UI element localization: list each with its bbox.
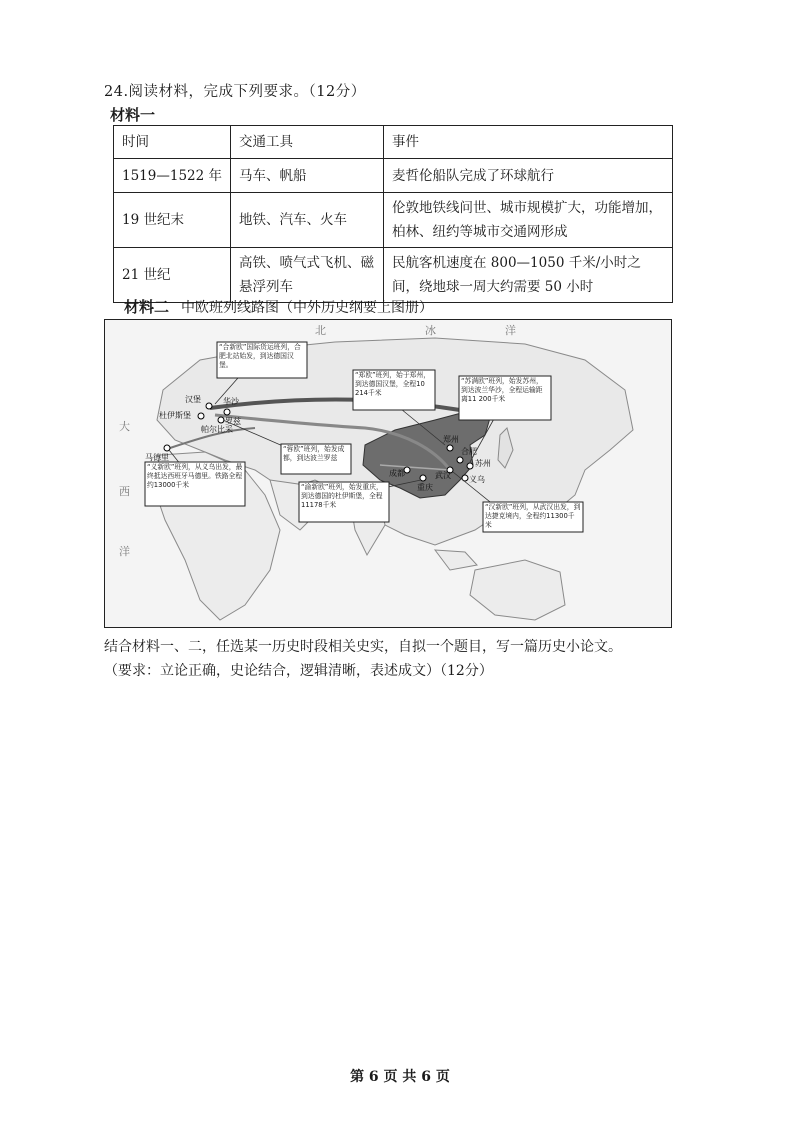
cell-tools: 马车、帆船 [231, 159, 384, 193]
callout-text-yixinou: “义新欧”班列，从义乌出发，最终抵达西班牙马德里。铁路全程约13000千米 [147, 463, 243, 489]
ocean-label-char: 西 [119, 485, 130, 498]
header-time: 时间 [114, 126, 231, 159]
material-1-label: 材料一 [110, 106, 156, 124]
callout-text-hanxinou: “汉新欧”班列，从武汉出发，到达捷克境内，全程约11300千米 [485, 503, 581, 529]
city-label-madrid: 马德里 [145, 453, 169, 462]
callout-text-rongou: “蓉欧”班列，始发成都，到达波兰罗兹 [283, 445, 345, 462]
material-2-caption: 中欧班列线路图（中外历史纲要上图册） [181, 300, 434, 316]
material-2-label: 材料二 [124, 298, 170, 316]
table-row [114, 193, 673, 248]
china-europe-railway-map [104, 319, 672, 628]
map-graphic [105, 320, 671, 627]
callout-text-sumanou: “苏满欧”班列，始发苏州，到达波兰华沙，全程运输距离11 200千米 [461, 377, 543, 403]
city-label-chengdu: 成都 [389, 469, 405, 478]
transport-table [113, 125, 673, 303]
city-label-pardubice: 帕尔比采 [201, 425, 233, 434]
table-row [114, 159, 673, 193]
city-label-wuhan: 武汉 [435, 471, 451, 480]
cell-tools: 高铁、喷气式飞机、磁悬浮列车 [231, 248, 384, 303]
callout-text-zhengou: “郑欧”班列，始于郑州，到达德国汉堡，全程10 214千米 [355, 371, 431, 397]
cell-time: 21 世纪 [114, 248, 231, 303]
ocean-label-char: 北 [315, 324, 326, 337]
header-event: 事件 [384, 126, 673, 159]
city-label-hefei: 合肥 [461, 447, 477, 456]
city-dot-hefei [457, 457, 463, 463]
callout-text-yuxinou: “渝新欧”班列，始发重庆，到达德国的杜伊斯堡，全程11178千米 [301, 483, 383, 509]
city-label-duisburg: 杜伊斯堡 [159, 411, 191, 420]
city-label-yiwu: 义乌 [469, 475, 485, 484]
question-title: 24.阅读材料，完成下列要求。（12分） [104, 84, 366, 100]
ocean-label-char: 洋 [119, 545, 130, 558]
city-dot-warsaw [224, 409, 230, 415]
cell-time: 1519—1522 年 [114, 159, 231, 193]
material-2-heading [124, 296, 433, 317]
city-dot-duisburg [198, 413, 204, 419]
cell-event: 麦哲伦船队完成了环球航行 [384, 159, 673, 193]
city-label-suzhou: 苏州 [475, 459, 491, 468]
table-row [114, 248, 673, 303]
city-label-hamburg: 汉堡 [185, 395, 201, 404]
city-label-lodz: 罗兹 [225, 417, 241, 426]
cell-time: 19 世纪末 [114, 193, 231, 248]
city-dot-zhengzhou [447, 445, 453, 451]
essay-prompt: 结合材料一、二，任选某一历史时段相关史实，自拟一个题目，写一篇历史小论文。 [104, 639, 622, 655]
cell-event: 民航客机速度在 800—1050 千米/小时之间，绕地球一周大约需要 50 小时 [384, 248, 673, 303]
page-number: 第 6 页 共 6 页 [350, 1069, 450, 1085]
city-label-warsaw: 华沙 [223, 397, 239, 406]
city-label-zhengzhou: 郑州 [443, 435, 459, 444]
ocean-label-char: 冰 [425, 324, 436, 337]
cell-tools: 地铁、汽车、火车 [231, 193, 384, 248]
essay-requirements: （要求：立论正确，史论结合，逻辑清晰，表述成文）（12分） [104, 663, 493, 679]
header-tools: 交通工具 [231, 126, 384, 159]
cell-event: 伦敦地铁线问世、城市规模扩大，功能增加，柏林、纽约等城市交通网形成 [384, 193, 673, 248]
callout-text-hexinou: “合新欧”国际货运班列，合肥北站始发，到达德国汉堡。 [219, 343, 301, 369]
ocean-label-char: 大 [119, 420, 130, 433]
city-dot-hamburg [206, 403, 212, 409]
city-dot-suzhou [467, 463, 473, 469]
table-header-row [114, 126, 673, 159]
ocean-label-char: 洋 [505, 324, 516, 337]
city-label-chongqing: 重庆 [417, 483, 433, 492]
